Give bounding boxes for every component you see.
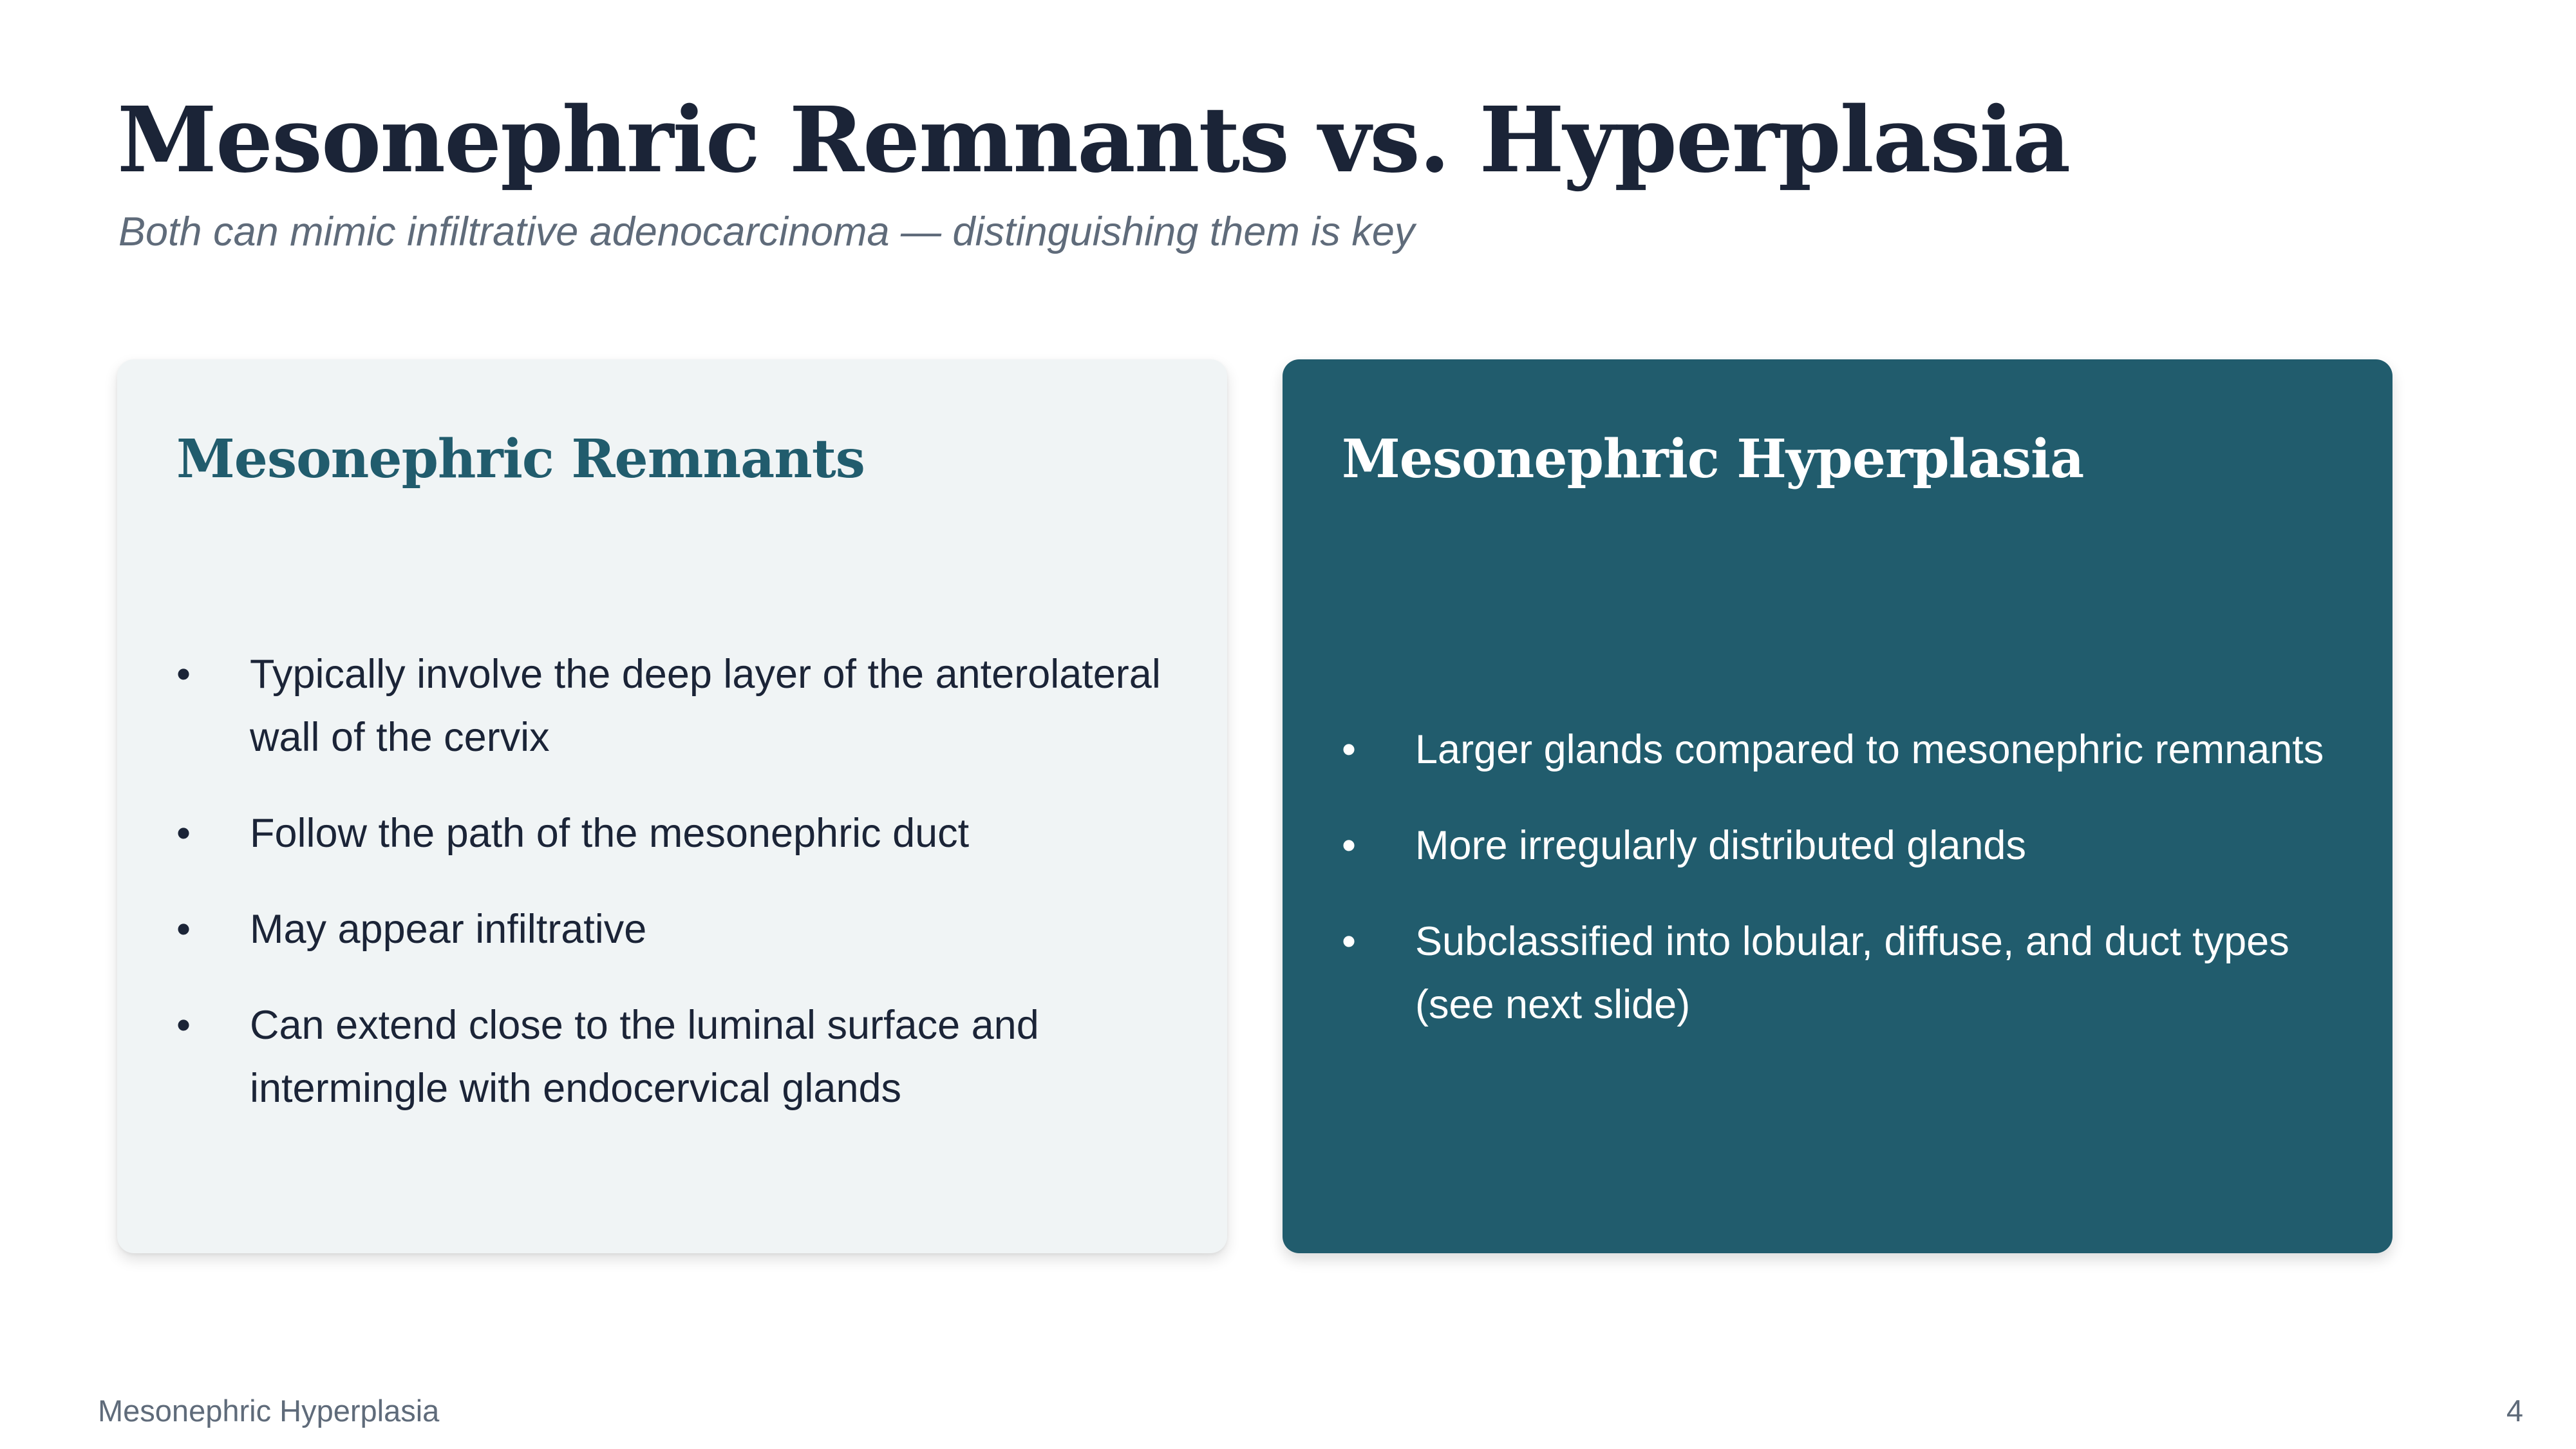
slide-title: Mesonephric Remnants vs. Hyperplasia [117,88,2070,193]
list-item [176,898,1181,961]
bullet-icon: • [176,652,191,697]
slide-subtitle: Both can mimic infiltrative adenocarcinoma — distinguishing them is key [118,209,1415,254]
bullet-icon: • [176,1003,191,1048]
bullet-text: Typically involve the deep layer of the anterolateral wall of the cervix [250,652,1161,760]
bullet-text: Follow the path of the mesonephric duct [250,811,970,856]
page-number: 4 [2506,1394,2523,1428]
remnants-card [117,359,1227,1253]
bullet-icon: • [1342,919,1357,964]
list-item [1342,718,2346,781]
list-item [1342,814,2346,877]
list-item [176,994,1181,1120]
hyperplasia-bullet-list [1342,718,2346,1036]
bullet-text: Larger glands compared to mesonephric remnants [1415,727,2324,772]
remnants-bullet-list [176,643,1181,1120]
bullet-icon: • [176,907,191,952]
list-item [1342,910,2346,1036]
bullet-text: May appear infiltrative [250,907,647,952]
bullet-text: More irregularly distributed glands [1415,823,2026,868]
footer-title: Mesonephric Hyperplasia [98,1394,440,1428]
list-item [176,643,1181,769]
hyperplasia-card-heading: Mesonephric Hyperplasia [1342,428,2084,490]
bullet-icon: • [176,811,191,856]
bullet-text: Can extend close to the luminal surface and intermingle with endocervical glands [250,1003,1039,1111]
bullet-text: Subclassified into lobular, diffuse, and duct types (see next slide) [1415,919,2289,1027]
bullet-icon: • [1342,727,1357,772]
list-item [176,802,1181,865]
bullet-icon: • [1342,823,1357,868]
hyperplasia-card [1283,359,2393,1253]
remnants-card-heading: Mesonephric Remnants [176,428,865,490]
